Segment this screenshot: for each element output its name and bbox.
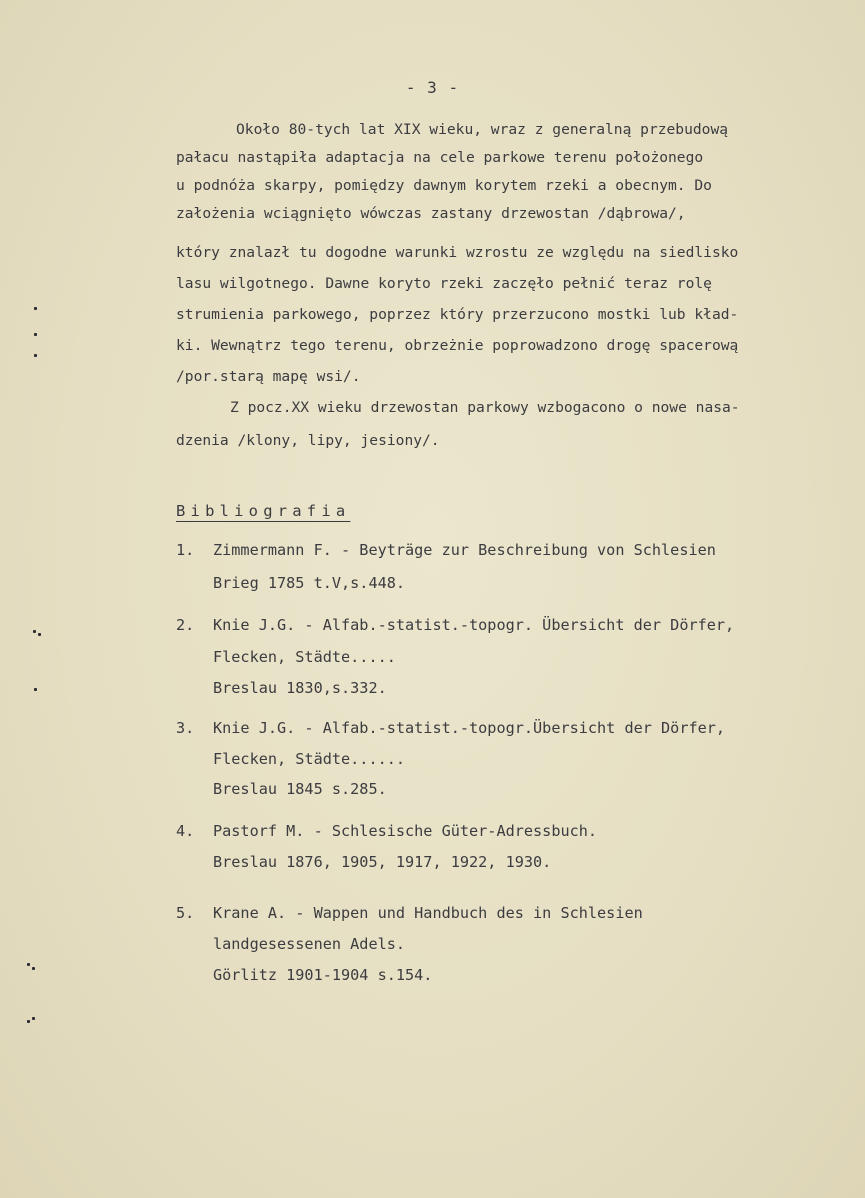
paragraph-line: który znalazł tu dogodne warunki wzrostu ze względu na siedlisko: [176, 244, 739, 261]
paragraph-line: u podnóża skarpy, pomiędzy dawnym korytem rzeki a obecnym. Do: [176, 177, 712, 194]
bib-entry-number: 2.: [176, 616, 195, 634]
margin-speck: [34, 333, 37, 336]
bib-entry-number: 1.: [176, 541, 195, 559]
bib-entry-line: landgesessenen Adels.: [213, 935, 406, 953]
bib-entry-line: Flecken, Städte......: [213, 750, 406, 768]
paragraph-line: lasu wilgotnego. Dawne koryto rzeki zaczęło pełnić teraz rolę: [176, 275, 712, 292]
paragraph-line: Z pocz.XX wieku drzewostan parkowy wzbogacono o nowe nasa-: [230, 399, 740, 416]
margin-speck: [34, 688, 37, 691]
bib-entry-number: 3.: [176, 719, 195, 737]
paragraph-line: /por.starą mapę wsi/.: [176, 368, 361, 385]
bib-entry-line: Knie J.G. - Alfab.-statist.-topogr.Übersicht der Dörfer,: [213, 719, 726, 737]
page-number: - 3 -: [405, 78, 460, 97]
bib-entry-line: Breslau 1876, 1905, 1917, 1922, 1930.: [213, 853, 552, 871]
bib-entry-number: 4.: [176, 822, 195, 840]
paragraph-line: strumienia parkowego, poprzez który przerzucono mostki lub kład-: [176, 306, 739, 323]
bib-entry-line: Knie J.G. - Alfab.-statist.-topogr. Übersicht der Dörfer,: [213, 616, 735, 634]
bib-entry-line: Brieg 1785 t.V,s.448.: [213, 574, 406, 592]
bib-entry-line: Flecken, Städte.....: [213, 648, 396, 666]
bib-entry-line: Breslau 1845 s.285.: [213, 780, 387, 798]
paragraph-line: ki. Wewnątrz tego terenu, obrzeżnie poprowadzono drogę spacerową: [176, 337, 739, 354]
paragraph-line: dzenia /klony, lipy, jesiony/.: [176, 432, 440, 449]
paragraph-line: pałacu nastąpiła adaptacja na cele parkowe terenu położonego: [176, 149, 704, 166]
margin-speck: [34, 354, 37, 357]
margin-speck: [32, 967, 35, 970]
bib-entry-line: Görlitz 1901-1904 s.154.: [213, 966, 433, 984]
bib-entry-line: Breslau 1830,s.332.: [213, 679, 387, 697]
margin-speck: [32, 1017, 35, 1020]
margin-speck: [27, 1020, 30, 1023]
paragraph-line: Około 80-tych lat XIX wieku, wraz z generalną przebudową: [236, 121, 729, 138]
bib-entry-number: 5.: [176, 904, 195, 922]
bib-entry-line: Krane A. - Wappen und Handbuch des in Schlesien: [213, 904, 643, 922]
margin-speck: [34, 307, 37, 310]
margin-speck: [33, 630, 36, 633]
bib-entry-line: Pastorf M. - Schlesische Güter-Adressbuch.: [213, 822, 598, 840]
margin-speck: [27, 963, 30, 966]
margin-speck: [38, 633, 41, 636]
bib-entry-line: Zimmermann F. - Beyträge zur Beschreibung von Schlesien: [213, 541, 716, 559]
bibliography-heading: Bibliografia: [176, 502, 351, 520]
paragraph-line: założenia wciągnięto wówczas zastany drzewostan /dąbrowa/,: [176, 205, 686, 222]
